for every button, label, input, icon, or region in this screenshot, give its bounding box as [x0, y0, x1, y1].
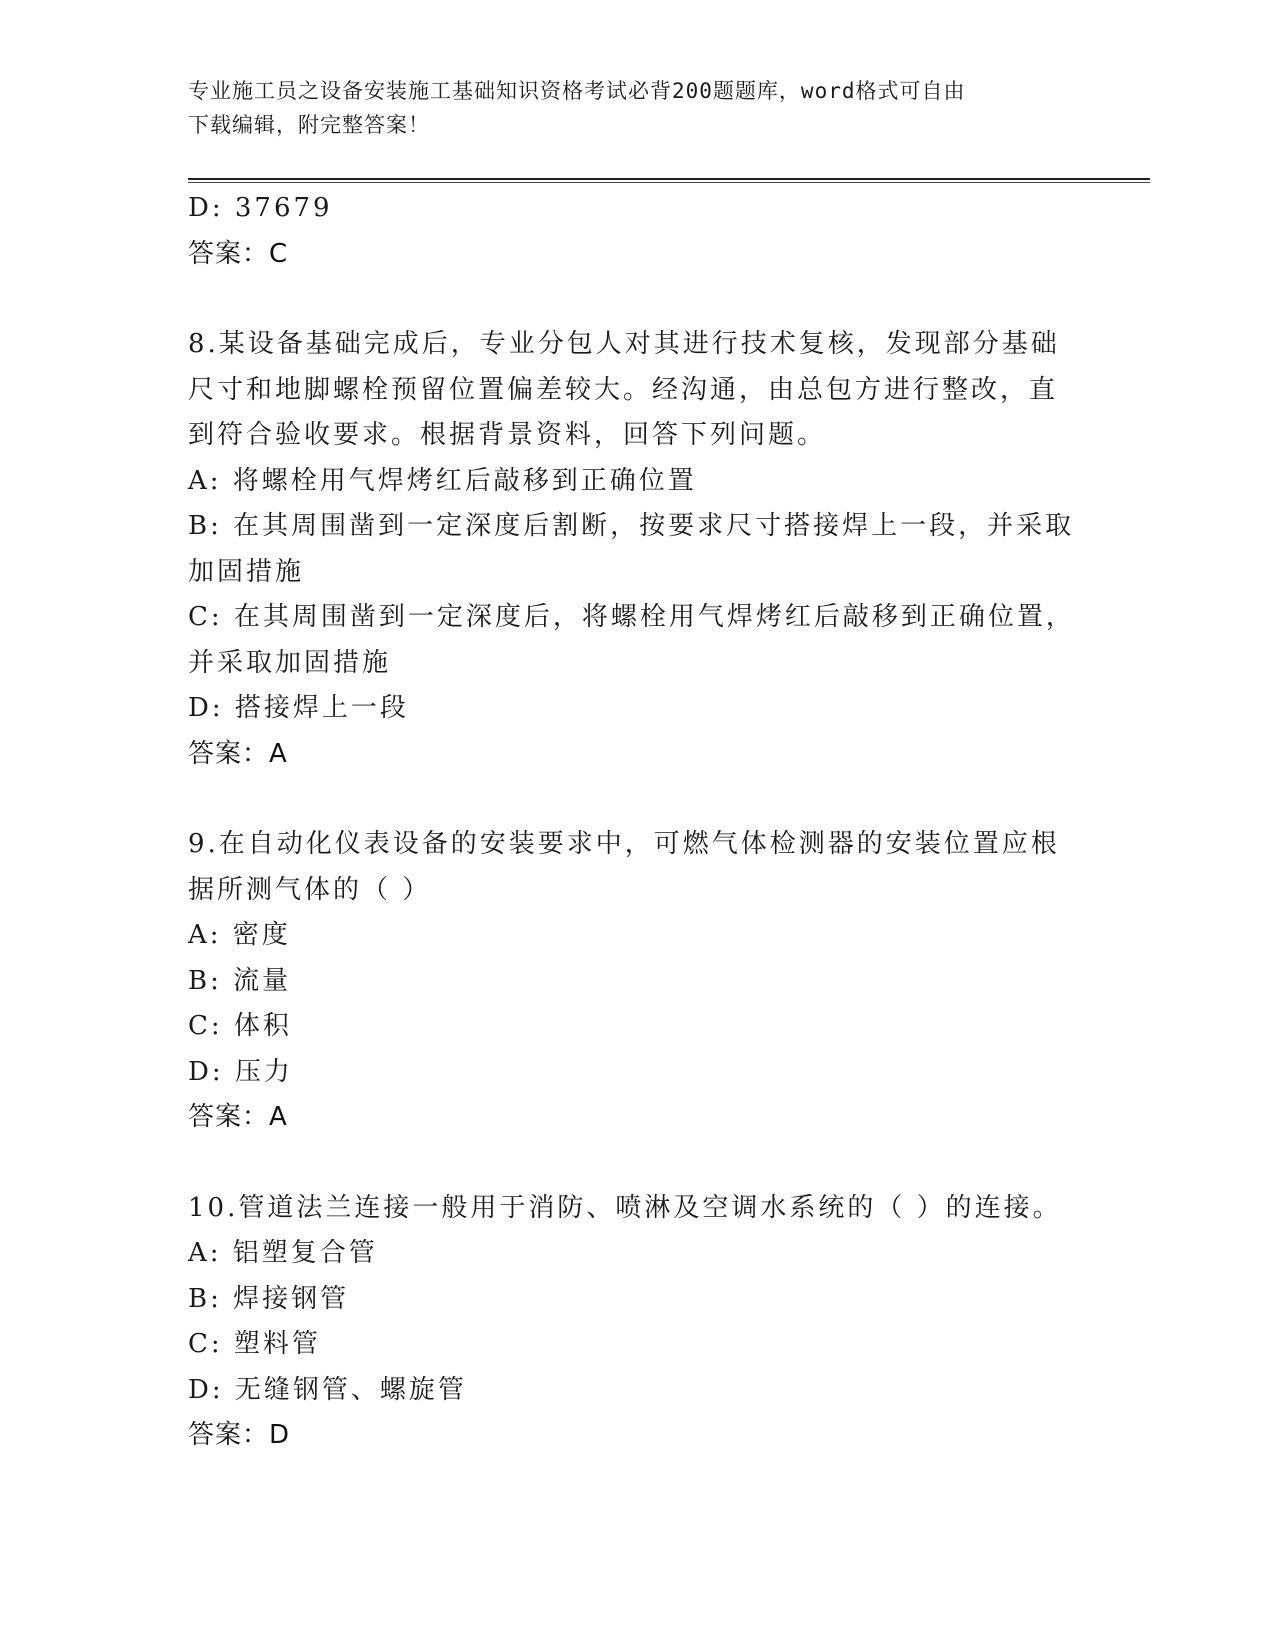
option-d: D: 37679 [188, 193, 333, 223]
question-stem-line: 据所测气体的（ ） [188, 874, 432, 905]
option-b: B: 焊接钢管 [188, 1283, 350, 1314]
option-b-continued: 加固措施 [188, 556, 305, 587]
question-stem-line: 到符合验收要求。根据背景资料，回答下列问题。 [188, 420, 827, 450]
option-a: A: 将螺栓用气焊烤红后敲移到正确位置 [188, 465, 697, 496]
question-stem-line: 8.某设备基础完成后，专业分包人对其进行技术复核，发现部分基础 [188, 329, 1060, 359]
option-a: A: 铝塑复合管 [188, 1238, 378, 1268]
question-stem-line: 9.在自动化仪表设备的安装要求中，可燃气体检测器的安装位置应根 [188, 829, 1060, 859]
question-8 [188, 322, 1088, 777]
header-divider-thick [188, 178, 1150, 180]
option-b: B: 在其周围凿到一定深度后割断，按要求尺寸搭接焊上一段，并采取 [188, 511, 1075, 541]
option-d: D: 搭接焊上一段 [188, 693, 409, 723]
question-stem-line: 10.管道法兰连接一般用于消防、喷淋及空调水系统的（ ）的连接。 [188, 1192, 1062, 1223]
option-c: C: 体积 [188, 1011, 292, 1041]
question-10 [188, 1186, 1088, 1459]
option-c: C: 在其周围凿到一定深度后，将螺栓用气焊烤红后敲移到正确位置， [188, 602, 1075, 632]
page-header [188, 74, 1068, 142]
option-b: B: 流量 [188, 965, 292, 996]
question-content [188, 186, 1088, 1459]
header-title-line-2: 下载编辑，附完整答案！ [188, 113, 430, 137]
option-d: D: 压力 [188, 1056, 293, 1087]
option-c: C: 塑料管 [188, 1329, 321, 1359]
question-9 [188, 822, 1088, 1141]
answer-line: 答案：A [188, 738, 288, 769]
header-title-line-1: 专业施工员之设备安装施工基础知识资格考试必背200题题库，word格式可自由 [188, 79, 966, 103]
header-divider-thin [188, 182, 1150, 183]
question-stem-line: 尺寸和地脚螺栓预留位置偏差较大。经沟通，由总包方进行整改，直 [188, 374, 1059, 405]
option-c-continued: 并采取加固措施 [188, 647, 392, 678]
option-a: A: 密度 [188, 920, 291, 950]
answer-line: 答案：D [188, 1420, 291, 1450]
option-d: D: 无缝钢管、螺旋管 [188, 1374, 467, 1405]
previous-question-tail [188, 186, 1088, 277]
answer-line: 答案：A [188, 1102, 288, 1132]
answer-line: 答案：C [188, 238, 289, 269]
